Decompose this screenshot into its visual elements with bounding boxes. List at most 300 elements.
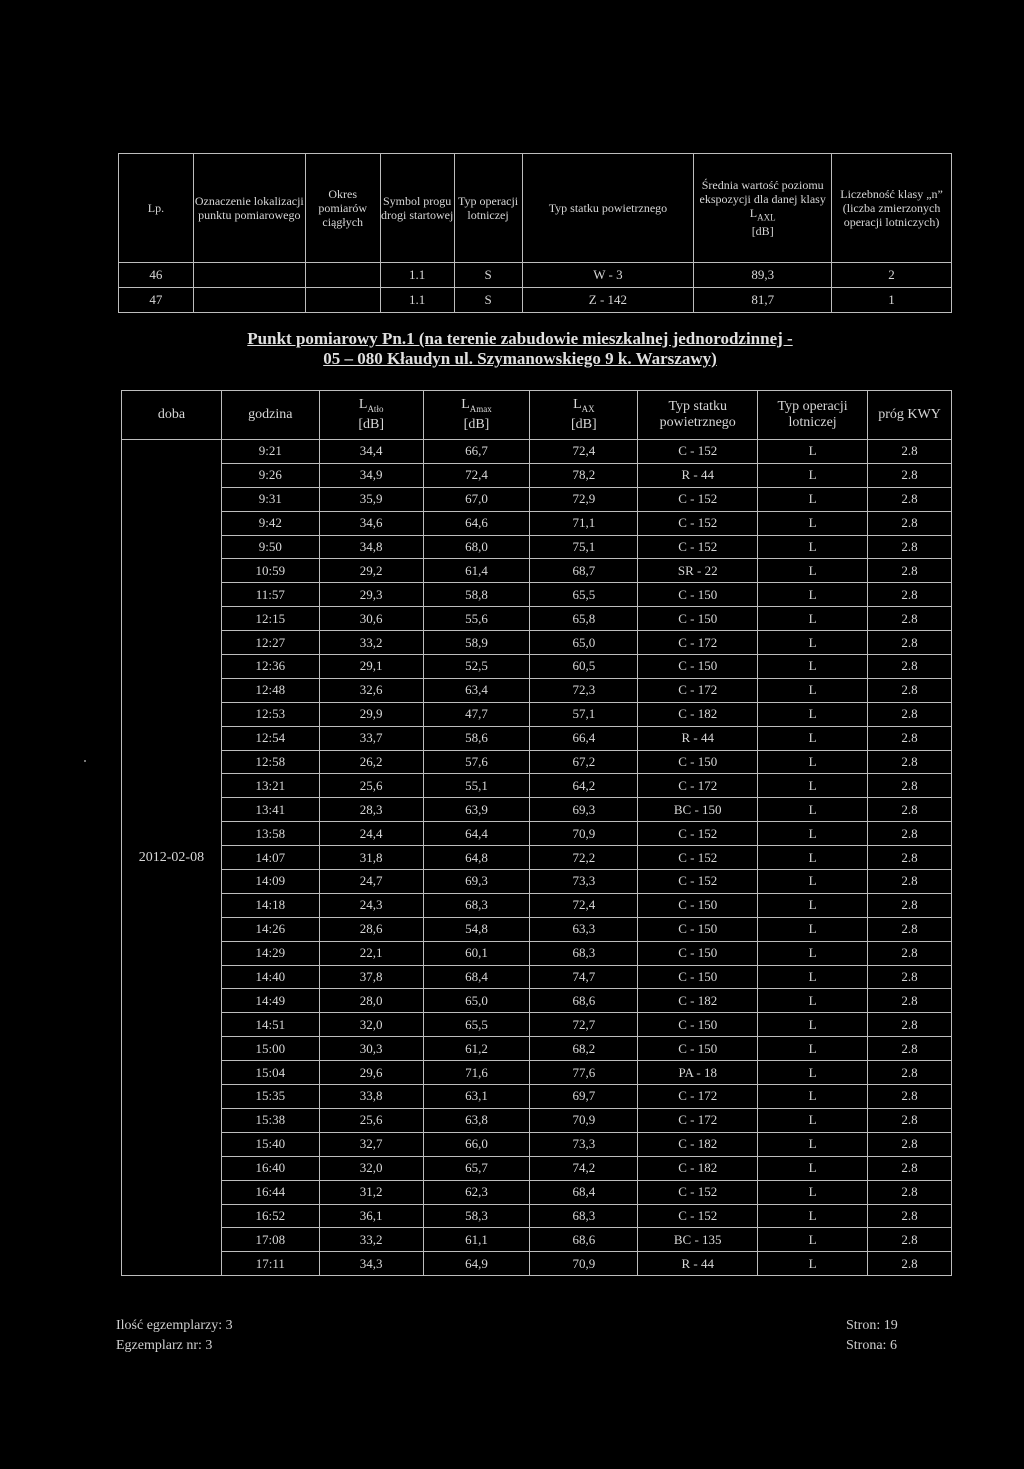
scan-artifact xyxy=(84,760,86,762)
cell-ltlo: 36,1 xyxy=(319,1204,423,1228)
cell-lmax: 65,0 xyxy=(423,989,530,1013)
cell-runway: 2.8 xyxy=(868,1252,952,1276)
cell-aircraft-type: C - 152 xyxy=(638,487,758,511)
header-average-level xyxy=(694,154,832,263)
cell-lmax: 68,0 xyxy=(423,535,530,559)
cell-time: 15:35 xyxy=(221,1085,319,1109)
table-row xyxy=(122,1180,952,1204)
cell-aircraft-type: C - 172 xyxy=(638,774,758,798)
cell-time: 15:40 xyxy=(221,1132,319,1156)
cell-operation-type: L xyxy=(758,941,868,965)
measurement-point-title xyxy=(150,329,890,369)
cell-runway: 2.8 xyxy=(868,1108,952,1132)
cell-lax: 71,1 xyxy=(530,511,638,535)
cell-ltlo: 25,6 xyxy=(319,1108,423,1132)
table-row xyxy=(122,1085,952,1109)
cell-operation-type: L xyxy=(758,893,868,917)
table-row xyxy=(122,989,952,1013)
cell-lmax: 57,6 xyxy=(423,750,530,774)
cell-lax: 73,3 xyxy=(530,870,638,894)
cell-time: 14:18 xyxy=(221,893,319,917)
header-average-level-text: Średnia wartość poziomu ekspozycji dla danej klasy L xyxy=(699,177,826,220)
cell-typ-statku: Z - 142 xyxy=(522,288,694,313)
cell-ltlo: 34,3 xyxy=(319,1252,423,1276)
cell-lax: 63,3 xyxy=(530,917,638,941)
cell-okres xyxy=(305,288,380,313)
cell-operation-type: L xyxy=(758,1132,868,1156)
cell-lmax: 63,4 xyxy=(423,678,530,702)
cell-aircraft-type: C - 150 xyxy=(638,893,758,917)
cell-time: 15:04 xyxy=(221,1061,319,1085)
cell-lax: 72,3 xyxy=(530,678,638,702)
cell-lax: 68,2 xyxy=(530,1037,638,1061)
cell-time: 9:50 xyxy=(221,535,319,559)
header-lax-text: L xyxy=(573,397,582,413)
cell-time: 11:57 xyxy=(221,583,319,607)
header-lax-unit: [dB] xyxy=(571,416,597,432)
cell-lmax: 66,7 xyxy=(423,440,530,464)
cell-runway: 2.8 xyxy=(868,1132,952,1156)
table-row xyxy=(122,1156,952,1180)
cell-runway: 2.8 xyxy=(868,1061,952,1085)
table-row xyxy=(122,1252,952,1276)
table-row xyxy=(122,870,952,894)
cell-ltlo: 31,2 xyxy=(319,1180,423,1204)
cell-ltlo: 28,3 xyxy=(319,798,423,822)
cell-lax: 68,3 xyxy=(530,941,638,965)
cell-ltlo: 34,8 xyxy=(319,535,423,559)
cell-aircraft-type: C - 182 xyxy=(638,702,758,726)
cell-lmax: 55,1 xyxy=(423,774,530,798)
header-lmax-text: L xyxy=(461,397,470,413)
measurements-header-row xyxy=(122,391,952,440)
header-lmax-unit: [dB] xyxy=(463,416,490,432)
cell-lax: 72,9 xyxy=(530,487,638,511)
cell-aircraft-type: C - 152 xyxy=(638,1204,758,1228)
cell-time: 12:54 xyxy=(221,726,319,750)
cell-ltlo: 33,2 xyxy=(319,1228,423,1252)
cell-time: 14:40 xyxy=(221,965,319,989)
cell-ltlo: 34,4 xyxy=(319,440,423,464)
header-ltlo-text: L xyxy=(358,397,368,413)
cell-ltlo: 30,3 xyxy=(319,1037,423,1061)
cell-aircraft-type: C - 152 xyxy=(638,1180,758,1204)
cell-aircraft-type: R - 44 xyxy=(638,463,758,487)
cell-operation-type: L xyxy=(758,726,868,750)
cell-runway: 2.8 xyxy=(868,1228,952,1252)
measurement-point-title-line1: Punkt pomiarowy Pn.1 (na terenie zabudowie mieszkalnej jednorodzinnej - xyxy=(247,329,793,348)
header-lmax-sub: Amax xyxy=(469,403,492,414)
cell-operation-type: L xyxy=(758,631,868,655)
cell-operation-type: L xyxy=(758,1108,868,1132)
cell-okres xyxy=(305,263,380,288)
header-operation-type: Typ operacji lotniczej xyxy=(758,391,868,440)
cell-lax: 69,7 xyxy=(530,1085,638,1109)
cell-time: 14:29 xyxy=(221,941,319,965)
header-average-level-unit: [dB] xyxy=(751,224,774,239)
cell-time: 14:07 xyxy=(221,846,319,870)
cell-runway: 2.8 xyxy=(868,1156,952,1180)
header-lax-sub: AX xyxy=(581,403,595,414)
cell-lmax: 63,1 xyxy=(423,1085,530,1109)
cell-symbol: 1.1 xyxy=(380,263,454,288)
cell-runway: 2.8 xyxy=(868,870,952,894)
table-row xyxy=(122,1132,952,1156)
footer-right xyxy=(846,1316,898,1356)
cell-operation-type: L xyxy=(758,463,868,487)
cell-runway: 2.8 xyxy=(868,487,952,511)
cell-lmax: 61,2 xyxy=(423,1037,530,1061)
cell-ltlo: 37,8 xyxy=(319,965,423,989)
table-row xyxy=(122,965,952,989)
cell-lax: 74,2 xyxy=(530,1156,638,1180)
cell-operation-type: L xyxy=(758,583,868,607)
cell-runway: 2.8 xyxy=(868,1204,952,1228)
page-number: Strona: 6 xyxy=(846,1338,897,1353)
cell-lmax: 55,6 xyxy=(423,607,530,631)
cell-time: 14:09 xyxy=(221,870,319,894)
table-row xyxy=(122,726,952,750)
cell-runway: 2.8 xyxy=(868,511,952,535)
cell-aircraft-type: C - 150 xyxy=(638,941,758,965)
cell-ltlo: 34,9 xyxy=(319,463,423,487)
cell-lax: 68,6 xyxy=(530,1228,638,1252)
cell-oznaczenie xyxy=(193,263,305,288)
header-lmax xyxy=(423,391,530,440)
cell-time: 12:53 xyxy=(221,702,319,726)
cell-ltlo: 30,6 xyxy=(319,607,423,631)
cell-aircraft-type: C - 152 xyxy=(638,870,758,894)
cell-operation-type: L xyxy=(758,1252,868,1276)
cell-licznosc: 1 xyxy=(832,288,952,313)
cell-ltlo: 29,6 xyxy=(319,1061,423,1085)
cell-aircraft-type: C - 152 xyxy=(638,535,758,559)
cell-aircraft-type: SR - 22 xyxy=(638,559,758,583)
pages-count: Stron: 19 xyxy=(846,1318,898,1333)
cell-runway: 2.8 xyxy=(868,655,952,679)
cell-aircraft-type: C - 172 xyxy=(638,678,758,702)
cell-ltlo: 33,8 xyxy=(319,1085,423,1109)
cell-runway: 2.8 xyxy=(868,846,952,870)
cell-aircraft-type: C - 150 xyxy=(638,917,758,941)
cell-ltlo: 26,2 xyxy=(319,750,423,774)
cell-operation-type: L xyxy=(758,1037,868,1061)
cell-time: 14:26 xyxy=(221,917,319,941)
cell-lax: 65,8 xyxy=(530,607,638,631)
cell-runway: 2.8 xyxy=(868,965,952,989)
cell-runway: 2.8 xyxy=(868,440,952,464)
cell-time: 9:21 xyxy=(221,440,319,464)
cell-runway: 2.8 xyxy=(868,1085,952,1109)
cell-operation-type: L xyxy=(758,846,868,870)
cell-runway: 2.8 xyxy=(868,798,952,822)
cell-ltlo: 31,8 xyxy=(319,846,423,870)
cell-lax: 60,5 xyxy=(530,655,638,679)
table-row xyxy=(122,822,952,846)
cell-lax: 57,1 xyxy=(530,702,638,726)
cell-ltlo: 29,3 xyxy=(319,583,423,607)
cell-time: 16:52 xyxy=(221,1204,319,1228)
cell-ltlo: 32,0 xyxy=(319,1013,423,1037)
cell-ltlo: 24,3 xyxy=(319,893,423,917)
cell-lax: 73,3 xyxy=(530,1132,638,1156)
cell-lmax: 65,5 xyxy=(423,1013,530,1037)
header-ltlo-sub: Atło xyxy=(367,403,384,414)
cell-operation-type: L xyxy=(758,989,868,1013)
table-row xyxy=(122,487,952,511)
cell-operation-type: L xyxy=(758,655,868,679)
cell-time: 14:49 xyxy=(221,989,319,1013)
date-cell: 2012-02-08 xyxy=(122,440,222,1276)
cell-runway: 2.8 xyxy=(868,583,952,607)
cell-lmax: 68,3 xyxy=(423,893,530,917)
cell-symbol: 1.1 xyxy=(380,288,454,313)
cell-time: 12:58 xyxy=(221,750,319,774)
cell-lax: 70,9 xyxy=(530,1252,638,1276)
table-row xyxy=(122,655,952,679)
table-row xyxy=(122,559,952,583)
cell-operation-type: L xyxy=(758,487,868,511)
cell-aircraft-type: BC - 150 xyxy=(638,798,758,822)
table-row xyxy=(122,1204,952,1228)
cell-lax: 67,2 xyxy=(530,750,638,774)
table-row xyxy=(122,631,952,655)
cell-operation-type: L xyxy=(758,917,868,941)
cell-lmax: 47,7 xyxy=(423,702,530,726)
cell-licznosc: 2 xyxy=(832,263,952,288)
table-row xyxy=(122,1228,952,1252)
cell-time: 16:44 xyxy=(221,1180,319,1204)
measurement-point-title-line2: 05 – 080 Kłaudyn ul. Szymanowskiego 9 k. Warszawy) xyxy=(323,349,717,368)
cell-time: 17:08 xyxy=(221,1228,319,1252)
cell-operation-type: L xyxy=(758,798,868,822)
cell-operation-type: L xyxy=(758,1061,868,1085)
table-row xyxy=(122,917,952,941)
cell-operation-type: L xyxy=(758,440,868,464)
table-row xyxy=(122,535,952,559)
cell-lmax: 60,1 xyxy=(423,941,530,965)
cell-ltlo: 33,2 xyxy=(319,631,423,655)
cell-runway: 2.8 xyxy=(868,463,952,487)
cell-aircraft-type: C - 152 xyxy=(638,511,758,535)
cell-aircraft-type: C - 172 xyxy=(638,1108,758,1132)
cell-ltlo: 24,7 xyxy=(319,870,423,894)
cell-runway: 2.8 xyxy=(868,822,952,846)
class-summary-table xyxy=(118,153,952,313)
footer-left xyxy=(116,1316,233,1356)
cell-lax: 72,7 xyxy=(530,1013,638,1037)
cell-lmax: 65,7 xyxy=(423,1156,530,1180)
table-row xyxy=(122,893,952,917)
cell-srednia: 89,3 xyxy=(694,263,832,288)
cell-operation-type: L xyxy=(758,1013,868,1037)
header-operation-type: Typ operacji lotniczej xyxy=(454,154,522,263)
cell-runway: 2.8 xyxy=(868,750,952,774)
table-row xyxy=(122,678,952,702)
header-period: Okres pomiarów ciągłych xyxy=(305,154,380,263)
cell-runway: 2.8 xyxy=(868,607,952,631)
table-row xyxy=(122,440,952,464)
header-lax xyxy=(530,391,638,440)
cell-lax: 65,0 xyxy=(530,631,638,655)
header-runway: próg KWY xyxy=(868,391,952,440)
header-lp: Lp. xyxy=(119,154,194,263)
table-row xyxy=(122,702,952,726)
cell-time: 14:51 xyxy=(221,1013,319,1037)
cell-runway: 2.8 xyxy=(868,702,952,726)
cell-ltlo: 29,1 xyxy=(319,655,423,679)
measurements-table xyxy=(121,390,952,1276)
cell-lmax: 58,6 xyxy=(423,726,530,750)
cell-runway: 2.8 xyxy=(868,941,952,965)
cell-aircraft-type: C - 150 xyxy=(638,1037,758,1061)
cell-lmax: 61,4 xyxy=(423,559,530,583)
cell-lax: 72,4 xyxy=(530,440,638,464)
cell-ltlo: 32,6 xyxy=(319,678,423,702)
cell-runway: 2.8 xyxy=(868,917,952,941)
cell-lmax: 64,8 xyxy=(423,846,530,870)
table-row xyxy=(122,1013,952,1037)
cell-lax: 68,4 xyxy=(530,1180,638,1204)
copy-number: Egzemplarz nr: 3 xyxy=(116,1338,213,1353)
cell-lmax: 64,4 xyxy=(423,822,530,846)
cell-operation-type: L xyxy=(758,678,868,702)
table-row xyxy=(122,846,952,870)
table-row xyxy=(122,941,952,965)
cell-runway: 2.8 xyxy=(868,535,952,559)
cell-time: 9:42 xyxy=(221,511,319,535)
cell-operation-type: L xyxy=(758,1156,868,1180)
cell-lmax: 69,3 xyxy=(423,870,530,894)
cell-time: 10:59 xyxy=(221,559,319,583)
cell-ltlo: 29,9 xyxy=(319,702,423,726)
cell-lmax: 64,9 xyxy=(423,1252,530,1276)
cell-lmax: 58,8 xyxy=(423,583,530,607)
table-row xyxy=(122,750,952,774)
cell-lax: 68,7 xyxy=(530,559,638,583)
cell-lmax: 71,6 xyxy=(423,1061,530,1085)
cell-runway: 2.8 xyxy=(868,726,952,750)
class-summary-header-row xyxy=(119,154,952,263)
cell-lmax: 67,0 xyxy=(423,487,530,511)
cell-time: 12:36 xyxy=(221,655,319,679)
header-godzina: godzina xyxy=(221,391,319,440)
cell-lmax: 54,8 xyxy=(423,917,530,941)
cell-operation-type: L xyxy=(758,607,868,631)
cell-time: 12:48 xyxy=(221,678,319,702)
cell-operation-type: L xyxy=(758,965,868,989)
cell-lax: 68,6 xyxy=(530,989,638,1013)
cell-lp: 47 xyxy=(119,288,194,313)
cell-time: 15:38 xyxy=(221,1108,319,1132)
cell-lmax: 72,4 xyxy=(423,463,530,487)
cell-operation-type: L xyxy=(758,559,868,583)
cell-runway: 2.8 xyxy=(868,989,952,1013)
cell-typ-statku: W - 3 xyxy=(522,263,694,288)
table-row xyxy=(122,511,952,535)
cell-lmax: 63,9 xyxy=(423,798,530,822)
cell-time: 13:58 xyxy=(221,822,319,846)
cell-operation-type: L xyxy=(758,535,868,559)
cell-aircraft-type: C - 150 xyxy=(638,750,758,774)
cell-aircraft-type: C - 150 xyxy=(638,655,758,679)
cell-aircraft-type: C - 172 xyxy=(638,631,758,655)
cell-lax: 69,3 xyxy=(530,798,638,822)
cell-lax: 75,1 xyxy=(530,535,638,559)
cell-aircraft-type: C - 150 xyxy=(638,583,758,607)
cell-typ-operacji: S xyxy=(454,263,522,288)
cell-operation-type: L xyxy=(758,1085,868,1109)
cell-ltlo: 25,6 xyxy=(319,774,423,798)
header-average-level-sub: AXL xyxy=(757,212,776,223)
cell-lax: 72,2 xyxy=(530,846,638,870)
cell-lmax: 63,8 xyxy=(423,1108,530,1132)
cell-srednia: 81,7 xyxy=(694,288,832,313)
header-runway-symbol: Symbol progu drogi startowej xyxy=(380,154,454,263)
cell-ltlo: 24,4 xyxy=(319,822,423,846)
class-summary-row xyxy=(119,288,952,313)
cell-time: 9:31 xyxy=(221,487,319,511)
cell-ltlo: 28,6 xyxy=(319,917,423,941)
cell-time: 17:11 xyxy=(221,1252,319,1276)
cell-runway: 2.8 xyxy=(868,1037,952,1061)
cell-operation-type: L xyxy=(758,774,868,798)
table-row xyxy=(122,798,952,822)
cell-aircraft-type: R - 44 xyxy=(638,726,758,750)
cell-ltlo: 33,7 xyxy=(319,726,423,750)
cell-lax: 77,6 xyxy=(530,1061,638,1085)
cell-aircraft-type: C - 152 xyxy=(638,440,758,464)
cell-ltlo: 35,9 xyxy=(319,487,423,511)
table-row xyxy=(122,774,952,798)
cell-runway: 2.8 xyxy=(868,559,952,583)
cell-ltlo: 28,0 xyxy=(319,989,423,1013)
cell-operation-type: L xyxy=(758,702,868,726)
cell-lmax: 52,5 xyxy=(423,655,530,679)
cell-lax: 70,9 xyxy=(530,1108,638,1132)
cell-aircraft-type: C - 152 xyxy=(638,822,758,846)
cell-ltlo: 34,6 xyxy=(319,511,423,535)
class-summary-row xyxy=(119,263,952,288)
cell-runway: 2.8 xyxy=(868,774,952,798)
cell-operation-type: L xyxy=(758,750,868,774)
cell-operation-type: L xyxy=(758,1204,868,1228)
cell-lax: 74,7 xyxy=(530,965,638,989)
cell-aircraft-type: C - 150 xyxy=(638,607,758,631)
cell-lax: 66,4 xyxy=(530,726,638,750)
cell-lp: 46 xyxy=(119,263,194,288)
table-row xyxy=(122,1037,952,1061)
table-row xyxy=(122,607,952,631)
cell-ltlo: 22,1 xyxy=(319,941,423,965)
cell-aircraft-type: C - 152 xyxy=(638,846,758,870)
cell-time: 12:27 xyxy=(221,631,319,655)
cell-ltlo: 29,2 xyxy=(319,559,423,583)
cell-lmax: 58,9 xyxy=(423,631,530,655)
cell-time: 9:26 xyxy=(221,463,319,487)
copies-count: Ilość egzemplarzy: 3 xyxy=(116,1318,233,1333)
cell-runway: 2.8 xyxy=(868,631,952,655)
cell-lax: 64,2 xyxy=(530,774,638,798)
header-aircraft-type: Typ statku powietrznego xyxy=(522,154,694,263)
cell-runway: 2.8 xyxy=(868,893,952,917)
cell-time: 12:15 xyxy=(221,607,319,631)
cell-aircraft-type: C - 172 xyxy=(638,1085,758,1109)
table-row xyxy=(122,1061,952,1085)
cell-lax: 65,5 xyxy=(530,583,638,607)
cell-lmax: 68,4 xyxy=(423,965,530,989)
table-row xyxy=(122,583,952,607)
